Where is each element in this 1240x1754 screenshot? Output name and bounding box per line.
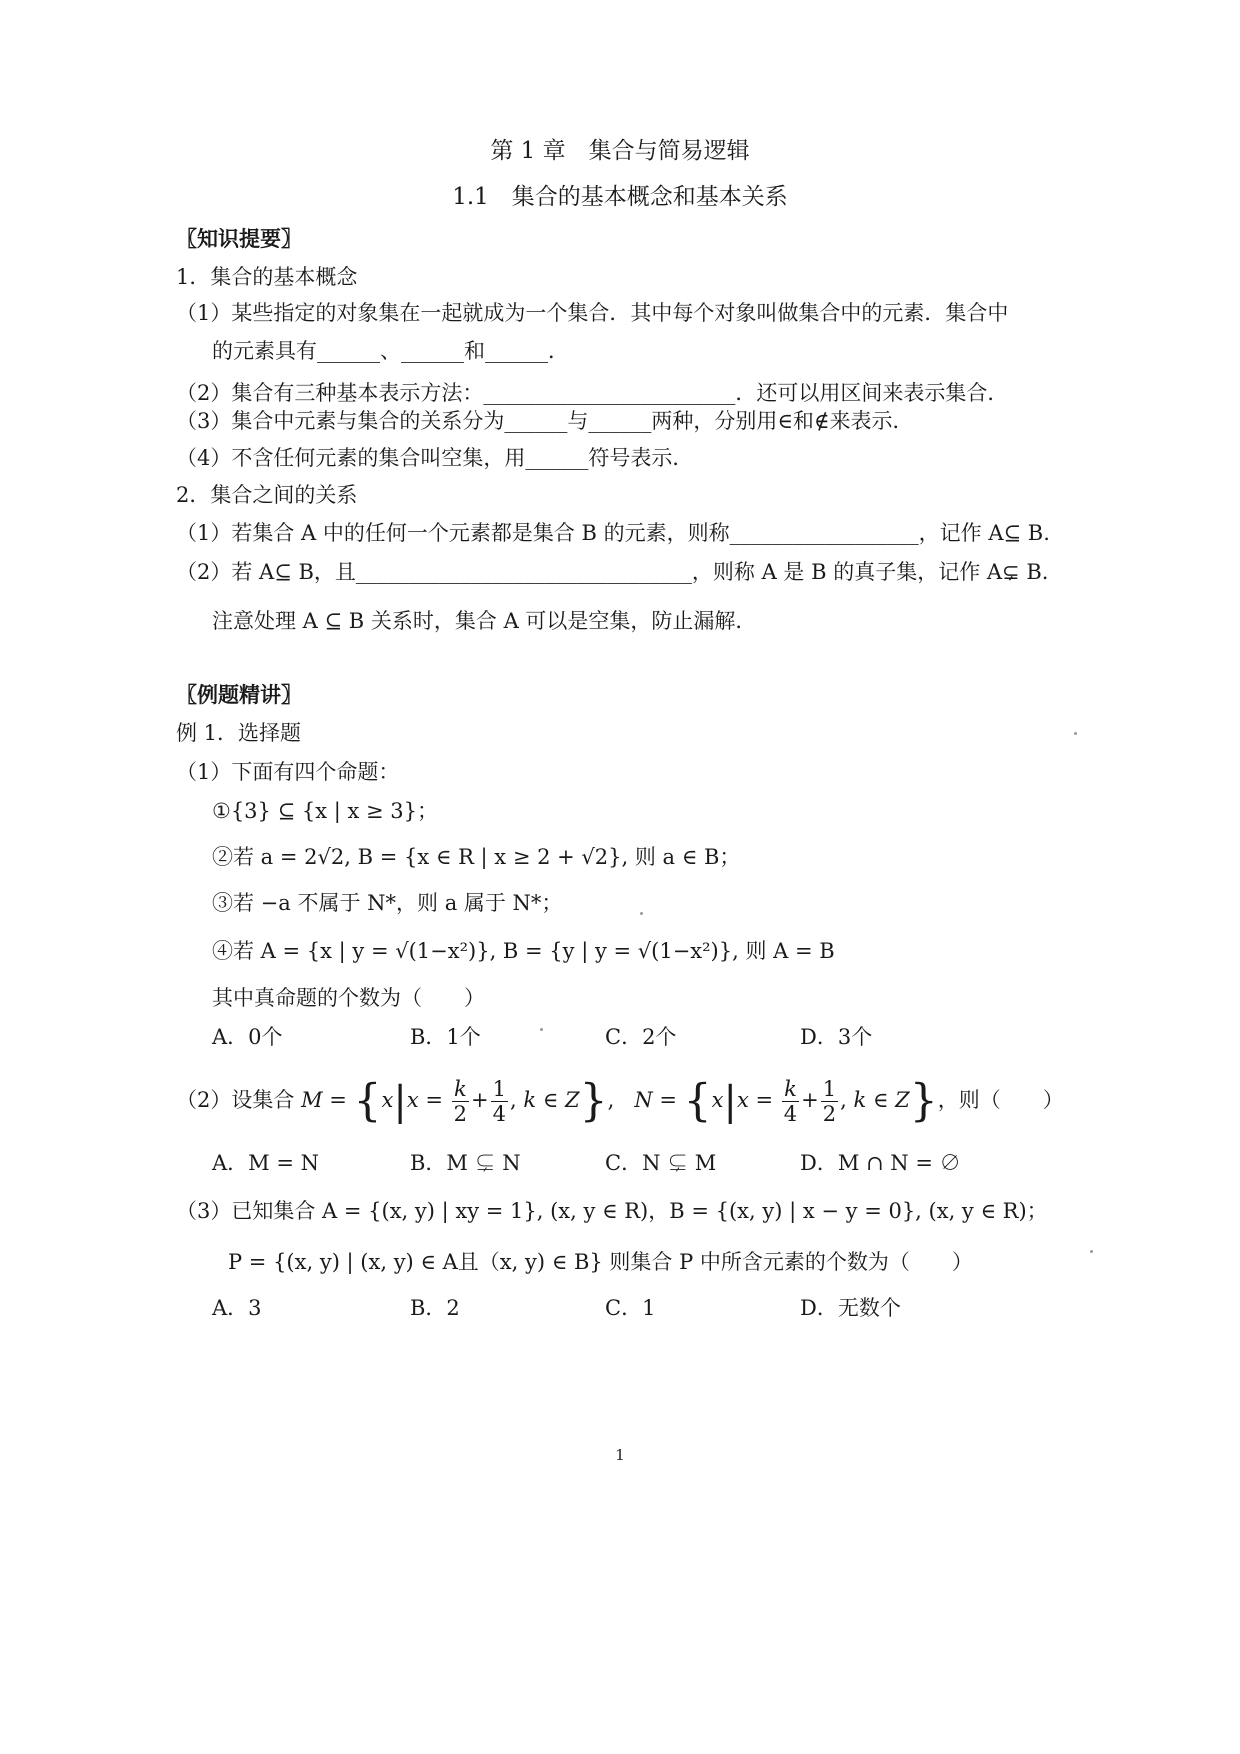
q2-option-d: D．M ∩ N = ∅ [800,1151,961,1175]
q3-option-a: A．3 [212,1296,262,1320]
q2-option-c: C．N ⊊ M [605,1151,717,1175]
question-3-line-1: （3）已知集合 A = {(x, y) | xy = 1}, (x, y ∈ R)，B = {(x, y) | x − y = 0}, (x, y ∈ R)； [176,1199,1048,1223]
scan-speck [1090,1250,1093,1253]
relation-item-2: （2）若 A⊆ B，且________________________________，则称 A 是 B 的真子集，记作 A⊊ B. [176,560,1049,584]
question-1-stem: （1）下面有四个命题： [176,760,400,784]
q2-set-m-label: M = [301,1088,347,1112]
scan-speck [540,1028,543,1031]
q1-option-a: A．0个 [212,1025,283,1049]
knowledge-heading-1: 1．集合的基本概念 [176,265,358,289]
proposition-2: ②若 a = 2√2, B = {x ∈ R | x ≥ 2 + √2}, 则 a ∈ B； [212,845,741,869]
knowledge-item-2: （2）集合有三种基本表示方法：________________________．还可以用区间来表示集合． [176,381,1009,405]
q2-option-a: A．M = N [212,1151,319,1175]
proposition-1: ①{3} ⊆ {x | x ≥ 3}； [212,799,438,823]
q3-option-d: D．无数个 [800,1296,901,1320]
q2-frac-k4: $\frac{k}{4}$ [783,1077,798,1126]
chapter-title: 第 1 章 集合与简易逻辑 [490,138,750,164]
proposition-4: ④若 A = {x | y = √(1−x²)}, B = {y | y = √(1−x²)}, 则 A = B [212,939,835,963]
knowledge-header: 〖知识提要〗 [176,226,302,251]
q3-option-b: B．2 [410,1296,460,1320]
proposition-3: ③若 −a 不属于 N*，则 a 属于 N*； [212,891,563,915]
question-3-line-2: P = {(x, y) | (x, y) ∈ A且（x, y) ∈ B} 则集合 P 中所含元素的个数为（ ） [228,1250,973,1274]
q1-option-c: C．2个 [605,1025,677,1049]
knowledge-item-3: （3）集合中元素与集合的关系分为______与______两种，分别用∈和∉来表示． [176,409,914,433]
q1-option-d: D．3个 [800,1025,873,1049]
scan-speck [640,912,643,915]
knowledge-heading-2: 2．集合之间的关系 [176,483,358,507]
scan-speck [1074,732,1077,735]
q2-brace-open-m: { [353,1075,382,1127]
q2-option-b: B．M ⊊ N [410,1151,521,1175]
section-title: 1.1 集合的基本概念和基本关系 [452,184,788,210]
knowledge-item-1b: 的元素具有______、______和______． [212,339,569,363]
q2-brace-open-n: { [683,1075,712,1127]
q2-frac-12: $\frac{1}{2}$ [822,1077,837,1126]
knowledge-item-1a: （1）某些指定的对象集在一起就成为一个集合．其中每个对象叫做集合中的元素．集合中 [176,301,1009,325]
knowledge-item-4: （4）不含任何元素的集合叫空集，用______符号表示． [176,446,694,470]
q2-tail: ，则（ ） [937,1088,1064,1112]
relation-item-1: （1）若集合 A 中的任何一个元素都是集合 B 的元素，则称__________________，记作 A⊆ B. [176,521,1050,545]
q2-frac-14: $\frac{1}{4}$ [492,1077,507,1126]
q1-option-b: B．1个 [410,1025,481,1049]
q2-lead: （2）设集合 [176,1088,295,1112]
relation-note: 注意处理 A ⊆ B 关系时，集合 A 可以是空集，防止漏解． [212,609,757,633]
examples-header: 〖例题精讲〗 [176,682,302,707]
q3-option-c: C．1 [605,1296,656,1320]
question-1-ask: 其中真命题的个数为（ ） [212,986,485,1010]
example-1-label: 例 1．选择题 [176,721,302,745]
page-number: 1 [615,1446,625,1464]
q2-frac-k2: $\frac{k}{2}$ [453,1077,468,1126]
question-2-stem: （2）设集合 M = {x|x = $\frac{k}{2}$ + $\frac{1}{4}$ , k ∈ Z}, N = {x|x = $\frac{k}{4}$ + $\frac{1}{2}$ , k ∈ Z}，则（ ） [176,1075,1064,1127]
q2-set-n-label: N = [634,1088,677,1112]
